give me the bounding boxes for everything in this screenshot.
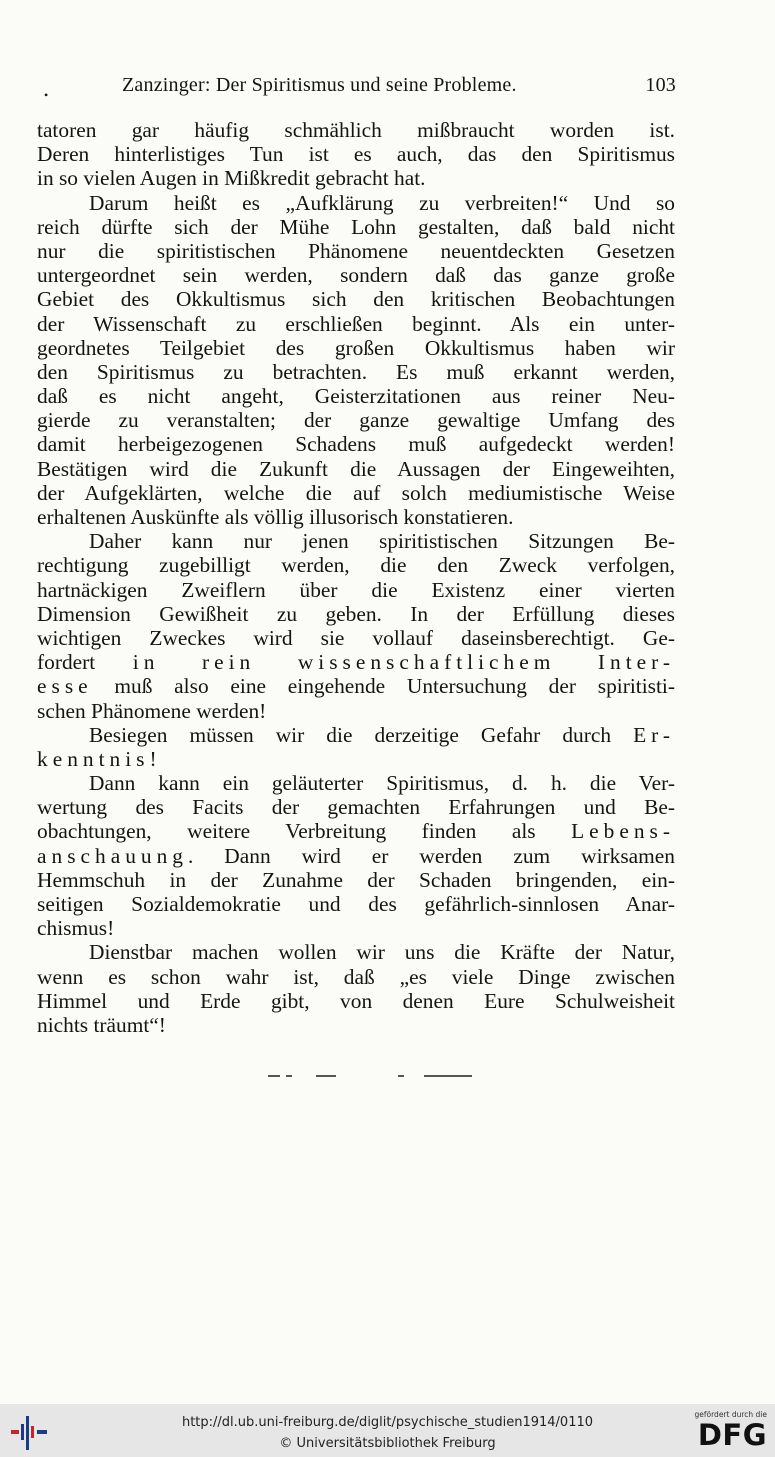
text-line: reich dürfte sich der Mühe Lohn gestalten, daß bald nicht xyxy=(37,214,675,239)
text-line: den Spiritismus zu betrachten. Es muß erkannt werden, xyxy=(37,359,675,384)
text-line: untergeordnet sein werden, sondern daß das ganze große xyxy=(37,263,675,288)
text-segment: . Dann wird er werden zum wirksamen xyxy=(187,843,675,868)
text-line: chismus! xyxy=(37,916,115,941)
text-segment: Besiegen müssen wir die derzeitige Gefahr durch xyxy=(89,722,634,747)
text-line: hartnäckigen Zweiflern über die Existenz einer vierten xyxy=(37,577,675,602)
spaced-emphasis: kenntnis xyxy=(37,746,150,771)
text-line: damit herbeigezogenen Schadens muß aufgedeckt werden! xyxy=(37,432,675,457)
dfg-logo xyxy=(685,1410,767,1454)
text-line: seitigen Sozialdemokratie und des gefährlich-sinnlosen Anar- xyxy=(37,892,675,916)
text-line xyxy=(37,723,675,747)
text-line: Hemmschuh in der Zunahme der Schaden bringenden, ein- xyxy=(37,867,675,892)
text-line: Dann kann ein geläuterter Spiritismus, d. h. die Ver- xyxy=(89,771,675,796)
text-segment: obachtungen, weitere Verbreitung finden als xyxy=(37,819,572,844)
text-segment: muß also eine eingehende Untersuchung der spiritisti- xyxy=(92,674,675,699)
dfg-tagline: gefördert durch die xyxy=(694,1410,767,1419)
text-line xyxy=(37,844,675,868)
copyright-notice: © Universitätsbibliothek Freiburg xyxy=(279,1436,496,1451)
text-line: wertung des Facits der gemachten Erfahrungen und Be- xyxy=(37,795,675,820)
text-line: Dimension Gewißheit zu geben. In der Erfüllung dieses xyxy=(37,601,675,626)
text-line: Deren hinterlistiges Tun ist es auch, das den Spiritismus xyxy=(37,142,675,167)
text-line: erhaltenen Auskünfte als völlig illusorisch konstatieren. xyxy=(37,505,514,529)
viewer-footer xyxy=(0,1404,775,1457)
text-line xyxy=(37,650,675,674)
text-line: geordnetes Teilgebiet des großen Okkultismus haben wir xyxy=(37,335,675,360)
text-line: der Aufgeklärten, welche die auf solch mediumistische Weise xyxy=(37,480,675,505)
text-line: nichts träumt“! xyxy=(37,1012,166,1037)
text-line xyxy=(37,674,675,698)
text-line: daß es nicht angeht, Geisterzitationen aus reiner Neu- xyxy=(37,384,675,409)
text-line: Gebiet des Okkultismus sich den kritischen Beobachtungen xyxy=(37,287,675,312)
text-line xyxy=(37,819,675,843)
page-number: 103 xyxy=(645,74,676,96)
spaced-emphasis: Lebens- xyxy=(571,819,675,844)
text-segment: fordert xyxy=(37,650,133,675)
text-segment: ! xyxy=(149,746,157,771)
text-line: Daher kann nur jenen spiritistischen Sitzungen Be- xyxy=(89,529,675,554)
text-line: rechtigung zugebilligt werden, die den Zweck verfolgen, xyxy=(37,553,675,578)
text-line: in so vielen Augen in Mißkredit gebracht hat. xyxy=(37,166,426,191)
dfg-wordmark: DFG xyxy=(697,1418,767,1452)
text-line: Himmel und Erde gibt, von denen Eure Schulweisheit xyxy=(37,988,675,1013)
spaced-emphasis: esse xyxy=(37,674,93,699)
body-text xyxy=(37,118,675,1037)
header-mark: • xyxy=(44,88,49,102)
text-line: wichtigen Zweckes wird sie vollauf daseinsberechtigt. Ge- xyxy=(37,625,675,650)
closing-rule xyxy=(268,1075,472,1077)
running-title: Zanzinger: Der Spiritismus und seine Probleme. xyxy=(122,74,517,96)
text-line: Dienstbar machen wollen wir uns die Kräfte der Natur, xyxy=(89,940,675,965)
text-line xyxy=(37,747,675,771)
spaced-emphasis: Er- xyxy=(633,722,675,747)
text-line: nur die spiritistischen Phänomene neuentdeckten Gesetzen xyxy=(37,238,675,263)
running-header xyxy=(38,74,676,102)
text-line: Darum heißt es „Aufklärung zu verbreiten!“ Und so xyxy=(89,190,675,215)
text-line: schen Phänomene werden! xyxy=(37,698,267,723)
spaced-emphasis: anschauung xyxy=(37,843,188,868)
text-line: gierde zu veranstalten; der ganze gewaltige Umfang des xyxy=(37,408,675,433)
text-line: Bestätigen wird die Zukunft die Aussagen der Eingeweihten, xyxy=(37,456,675,481)
document-url[interactable]: http://dl.ub.uni-freiburg.de/diglit/psychische_studien1914/0110 xyxy=(181,1415,594,1430)
spaced-emphasis: in rein wissenschaftlichem Inter- xyxy=(132,650,675,675)
text-line: wenn es schon wahr ist, daß „es viele Dinge zwischen xyxy=(37,964,675,989)
text-line: tatoren gar häufig schmählich mißbraucht worden ist. xyxy=(37,118,675,142)
text-line: der Wissenschaft zu erschließen beginnt. Als ein unter- xyxy=(37,311,675,336)
